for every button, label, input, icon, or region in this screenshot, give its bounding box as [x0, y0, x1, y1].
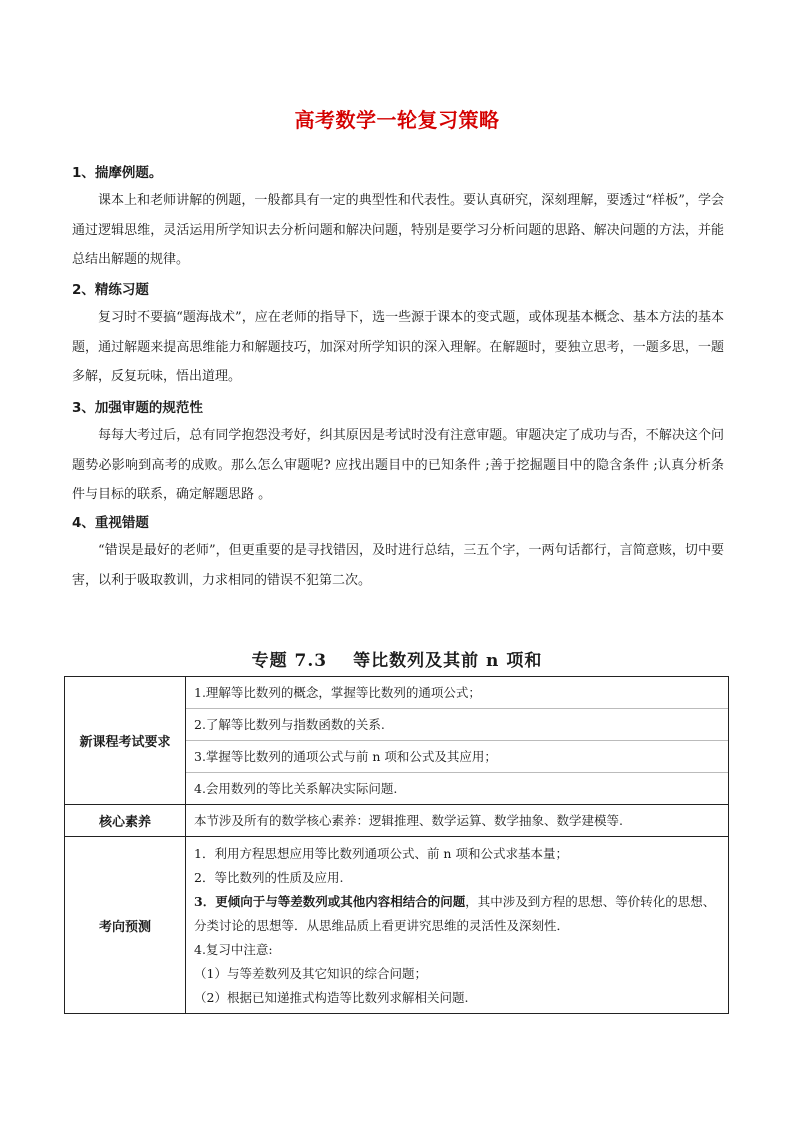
row-label: 新课程考试要求 — [65, 677, 186, 805]
section-body: “错误是最好的老师”，但更重要的是寻找错因，及时进行总结，三五个字，一两句话都行，言简意赅，切中要害，以利于吸取教训，力求相同的错误不犯第二次。 — [72, 543, 724, 588]
requirement-item: 4.会用数列的等比关系解决实际问题. — [194, 781, 398, 796]
forecast-item: （2）根据已知递推式构造等比数列求解相关问题. — [194, 990, 469, 1005]
section-heading: 4、重视错题 — [72, 515, 149, 531]
section-heading: 3、加强审题的规范性 — [72, 400, 203, 416]
section-body: 每每大考过后，总有同学抱怨没考好，纠其原因是考试时没有注意审题。审题决定了成功与否，不解决这个问题势必影响到高考的成败。那么怎么审题呢? 应找出题目中的已知条件 ;善于挖掘题目中的隐含条件 ;认真分析条件与目标的联系，确定解题思路 。 — [72, 428, 724, 502]
forecast-item: 1．利用方程思想应用等比数列通项公式、前 n 项和公式求基本量； — [194, 846, 568, 861]
row-label: 考向预测 — [65, 837, 186, 1014]
section-heading: 1、揣摩例题。 — [72, 165, 163, 181]
section-study-examples — [72, 160, 724, 275]
forecast-detail: ，其中涉及到方程的思想、等价转化的思想、分类讨论的思想等．从思维品质上看更讲究思维的灵活性及深刻性． — [194, 894, 716, 933]
forecast-item: 4.复习中注意: — [194, 942, 273, 957]
literacy-text: 本节涉及所有的数学核心素养：逻辑推理、数学运算、数学抽象、数学建模等. — [194, 813, 623, 828]
section-reading-questions — [72, 395, 724, 510]
section-body: 复习时不要搞“题海战术”，应在老师的指导下，选一些源于课本的变式题，或体现基本概念、基本方法的基本题，通过解题来提高思维能力和解题技巧，加深对所学知识的深入理解。在解题时，要独立思考，一题多思，一题多解，反复玩味，悟出道理。 — [72, 310, 724, 384]
table-row-forecast — [65, 837, 729, 1014]
forecast-item: 2．等比数列的性质及应用. — [194, 870, 344, 885]
section-practice-exercises — [72, 277, 724, 392]
section-heading: 2、精练习题 — [72, 282, 149, 298]
literacy-cell — [186, 805, 729, 837]
section-wrong-questions — [72, 510, 724, 595]
requirement-item: 3.掌握等比数列的通项公式与前 n 项和公式及其应用； — [186, 741, 728, 773]
table-row-literacy — [65, 805, 729, 837]
document-title: 高考数学一轮复习策略 — [294, 108, 500, 132]
requirements-table — [64, 676, 729, 1014]
row-label: 核心素养 — [65, 805, 186, 837]
section-body: 课本上和老师讲解的例题，一般都具有一定的典型性和代表性。要认真研究，深刻理解，要透过“样板”，学会通过逻辑思维，灵活运用所学知识去分析问题和解决问题，特别是要学习分析问题的思路、解决问题的方法，并能总结出解题的规律。 — [72, 193, 724, 267]
requirements-cell — [186, 677, 729, 805]
table-row-requirements — [65, 677, 729, 805]
topic-number: 专题 7.3 — [251, 651, 328, 671]
requirement-item: 2.了解等比数列与指数函数的关系. — [186, 709, 728, 741]
requirement-item: 1.理解等比数列的概念，掌握等比数列的通项公式； — [186, 677, 728, 709]
topic-title — [0, 646, 794, 671]
forecast-cell — [186, 837, 729, 1014]
forecast-item — [186, 890, 728, 938]
topic-name: 等比数列及其前 n 项和 — [353, 651, 543, 671]
forecast-emphasis: 3．更倾向于与等差数列或其他内容相结合的问题 — [194, 894, 466, 909]
forecast-item: （1）与等差数列及其它知识的综合问题； — [194, 966, 427, 981]
